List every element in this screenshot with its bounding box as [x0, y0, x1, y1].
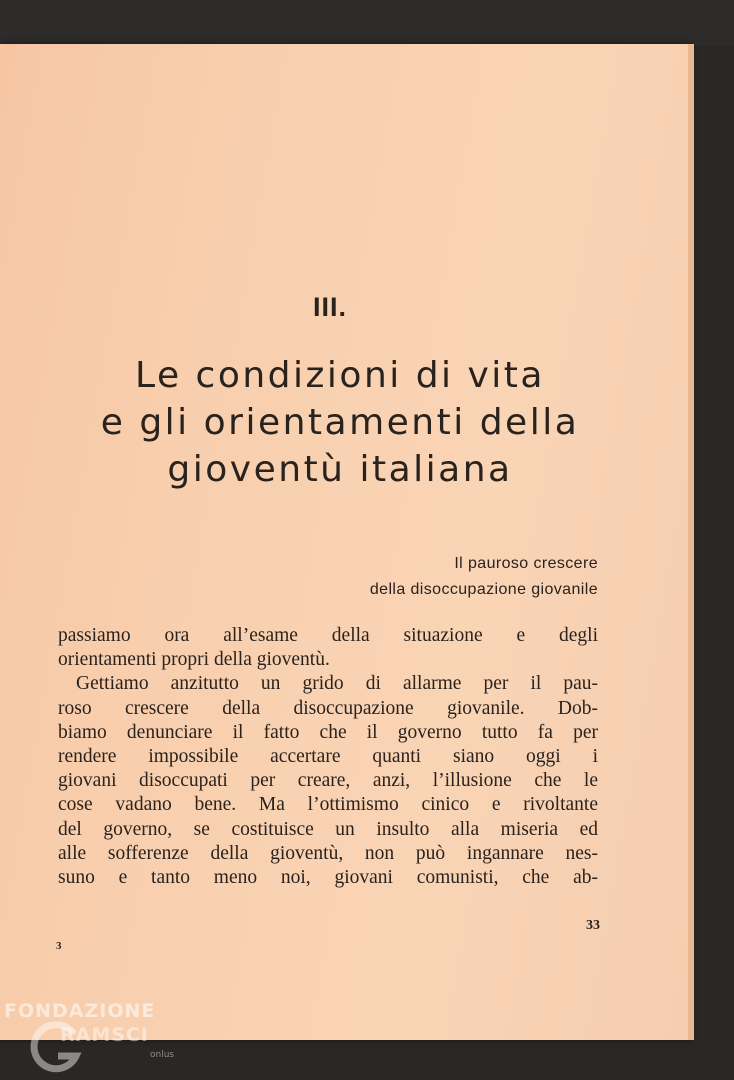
- watermark-logo: [4, 1000, 204, 1080]
- chapter-title: [40, 352, 640, 493]
- watermark-subtitle: onlus: [150, 1050, 175, 1060]
- text-line: passiamo ora all’esame della situazione e degli: [58, 625, 598, 646]
- chapter-title-line: e gli orientamenti della: [100, 402, 580, 443]
- page-number: 33: [586, 918, 600, 933]
- watermark-line: FONDAZIONE: [4, 1000, 156, 1022]
- text-line: roso crescere della disoccupazione giovanile. Dob-: [58, 697, 598, 719]
- watermark-line: RAMSCI: [60, 1024, 149, 1046]
- chapter-title-line: Le condizioni di vita: [135, 355, 545, 396]
- text-line: rendere impossibile accertare quanti siano oggi i: [58, 745, 598, 767]
- page-edge: [688, 44, 694, 1040]
- signature-mark: 3: [56, 940, 62, 952]
- text-line: Gettiamo anzitutto un grido di allarme per il pau-: [76, 673, 598, 695]
- text-line: giovani disoccupati per creare, anzi, l’illusione che le: [58, 770, 598, 792]
- text-line: del governo, se costituisce un insulto alla miseria ed: [58, 818, 598, 840]
- section-heading-line: della disoccupazione giovanile: [369, 581, 598, 598]
- text-line: cose vadano bene. Ma l’ottimismo cinico e rivoltante: [58, 794, 598, 816]
- chapter-number: III.: [312, 292, 347, 322]
- scan-backdrop: [0, 0, 734, 46]
- text-line: alle sofferenze della gioventù, non può ingannare nes-: [58, 842, 598, 864]
- section-heading-line: Il pauroso crescere: [454, 555, 598, 572]
- body-text: [58, 624, 598, 890]
- text-line: orientamenti propri della gioventù.: [58, 649, 330, 671]
- section-heading: [250, 551, 598, 603]
- book-page: [0, 44, 692, 1040]
- chapter-title-line: gioventù italiana: [167, 449, 513, 490]
- text-line: biamo denunciare il fatto che il governo tutto fa per: [58, 721, 598, 743]
- text-line: suno e tanto meno noi, giovani comunisti, che ab-: [58, 866, 598, 888]
